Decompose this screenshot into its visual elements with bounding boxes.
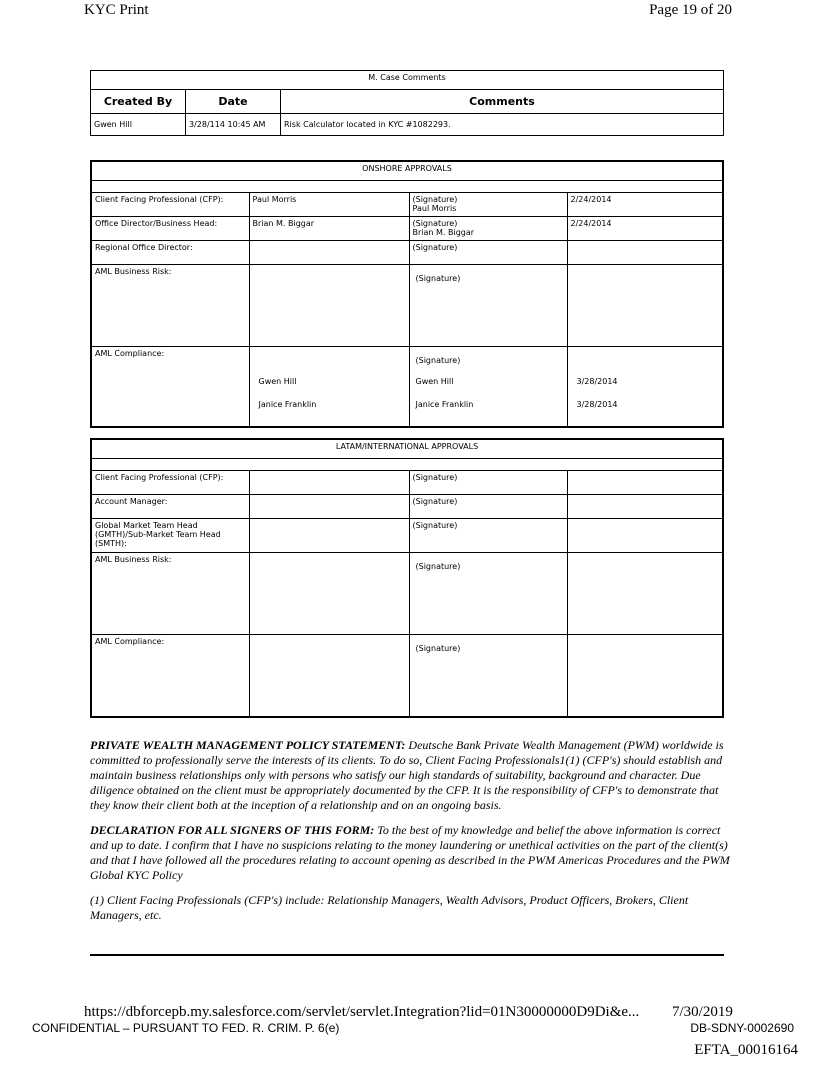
- signature-aml-compliance: [409, 635, 567, 717]
- signature-aml-compliance: [409, 347, 567, 427]
- table-row: [91, 114, 724, 136]
- table-row: [91, 553, 723, 635]
- case-comments-table: [90, 70, 724, 136]
- date-account-manager: [567, 495, 723, 519]
- signature-name: Brian M. Biggar: [412, 228, 475, 237]
- date-cfp: [567, 471, 723, 495]
- label-account-manager: Account Manager:: [91, 495, 249, 519]
- col-created-by: Created By: [91, 90, 186, 114]
- bates-number: DB-SDNY-0002690: [690, 1021, 794, 1035]
- label-aml-business-risk: AML Business Risk:: [91, 265, 249, 347]
- label-regional-director: Regional Office Director:: [91, 241, 249, 265]
- divider: [90, 954, 724, 956]
- date-aml-business-risk: [567, 265, 723, 347]
- signature-cfp: [409, 193, 567, 217]
- signature-label: (Signature): [412, 195, 458, 204]
- label-office-director: Office Director/Business Head:: [91, 217, 249, 241]
- name-aml-business-risk: [249, 553, 409, 635]
- date-aml-compliance: [567, 347, 723, 427]
- onshore-approvals-table: [90, 160, 724, 428]
- label-aml-compliance: AML Compliance:: [91, 347, 249, 427]
- signature-name: Janice Franklin: [415, 400, 474, 409]
- footnote: (1) Client Facing Professionals (CFP's) include: Relationship Managers, Wealth Advisors, Product Officers, Brokers, Client Managers, etc.: [90, 893, 689, 922]
- page-number: Page 19 of 20: [649, 2, 732, 18]
- approval-date: 3/28/2014: [576, 377, 618, 386]
- name-aml-compliance: [249, 347, 409, 427]
- name-office-director: Brian M. Biggar: [249, 217, 409, 241]
- case-comments-title: M. Case Comments: [91, 71, 724, 90]
- declaration-statement: [90, 823, 730, 883]
- print-date: 7/30/2019: [672, 1004, 733, 1020]
- name-gmth: [249, 519, 409, 553]
- table-row: [91, 519, 723, 553]
- label-aml-compliance: AML Compliance:: [91, 635, 249, 717]
- date-aml-compliance: [567, 635, 723, 717]
- date-office-director: 2/24/2014: [567, 217, 723, 241]
- confidential-notice: CONFIDENTIAL – PURSUANT TO FED. R. CRIM. P. 6(e): [32, 1021, 340, 1035]
- cell-comment: Risk Calculator located in KYC #1082293.: [281, 114, 724, 136]
- signature-aml-business-risk: [409, 265, 567, 347]
- signature-name: Paul Morris: [412, 204, 457, 213]
- label-aml-business-risk: AML Business Risk:: [91, 553, 249, 635]
- signature-label: (Signature): [415, 644, 461, 653]
- label-cfp: Client Facing Professional (CFP):: [91, 471, 249, 495]
- name-account-manager: [249, 495, 409, 519]
- col-comments: Comments: [281, 90, 724, 114]
- label-gmth: Global Market Team Head (GMTH)/Sub-Market Team Head (SMTH):: [91, 519, 249, 553]
- signature-label: (Signature): [412, 219, 458, 228]
- name-cfp: Paul Morris: [249, 193, 409, 217]
- signature-cfp: (Signature): [409, 471, 567, 495]
- signature-account-manager: (Signature): [409, 495, 567, 519]
- signature-gmth: (Signature): [409, 519, 567, 553]
- label-cfp: Client Facing Professional (CFP):: [91, 193, 249, 217]
- name-aml-compliance: [249, 635, 409, 717]
- cell-created-by: Gwen Hill: [91, 114, 186, 136]
- policy-body: Deutsche Bank Private Wealth Management (PWM) worldwide is committed to professionally serve the interests of its clients. To do so, Client Facing Professionals1(1) (CFP's) should establish and maintain business relationships only with persons who satisfy our high standards of suitability, background and character. Due diligence obtained on the client must be appropriately documented by the CFP. It is the responsibility of CFP's to demonstrate that they know their client both at the inception of a relationship and on an ongoing basis.: [90, 738, 724, 812]
- name-cfp: [249, 471, 409, 495]
- table-row: [91, 265, 723, 347]
- policy-statements: [90, 738, 730, 933]
- signature-aml-business-risk: [409, 553, 567, 635]
- declaration-heading: DECLARATION FOR ALL SIGNERS OF THIS FORM:: [90, 823, 375, 837]
- signature-office-director: [409, 217, 567, 241]
- signature-label: (Signature): [415, 356, 461, 365]
- efta-number: EFTA_00016164: [694, 1042, 798, 1058]
- date-regional-director: [567, 241, 723, 265]
- signature-regional-director: (Signature): [409, 241, 567, 265]
- approver-name: Gwen Hill: [258, 377, 297, 386]
- approver-name: Janice Franklin: [258, 400, 317, 409]
- signature-label: (Signature): [415, 274, 461, 283]
- signature-name: Gwen Hill: [415, 377, 454, 386]
- name-aml-business-risk: [249, 265, 409, 347]
- table-row: [91, 471, 723, 495]
- table-row: [91, 217, 723, 241]
- cell-date: 3/28/114 10:45 AM: [186, 114, 281, 136]
- source-url[interactable]: https://dbforcepb.my.salesforce.com/servlet/servlet.Integration?lid=01N30000000D9Di&e...: [84, 1004, 640, 1020]
- policy-statement: [90, 738, 730, 813]
- policy-heading: PRIVATE WEALTH MANAGEMENT POLICY STATEMENT:: [90, 738, 406, 752]
- date-cfp: 2/24/2014: [567, 193, 723, 217]
- table-row: [91, 635, 723, 717]
- date-gmth: [567, 519, 723, 553]
- table-row: [91, 241, 723, 265]
- print-header-title: KYC Print: [84, 2, 149, 18]
- date-aml-business-risk: [567, 553, 723, 635]
- latam-title: LATAM/INTERNATIONAL APPROVALS: [91, 439, 723, 459]
- table-row: [91, 347, 723, 427]
- approval-date: 3/28/2014: [576, 400, 618, 409]
- signature-label: (Signature): [415, 562, 461, 571]
- table-row: [91, 193, 723, 217]
- declaration-body: To the best of my knowledge and belief the above information is correct and up to date. I confirm that I have no suspicions relating to the money laundering or unethical activities on the part of the client(s) and that I have followed all the procedures relating to account opening as described in the PWM Americas Procedures and the PWM Global KYC Policy: [90, 823, 730, 882]
- latam-approvals-table: [90, 438, 724, 718]
- col-date: Date: [186, 90, 281, 114]
- name-regional-director: [249, 241, 409, 265]
- table-row: [91, 495, 723, 519]
- onshore-title: ONSHORE APPROVALS: [91, 161, 723, 181]
